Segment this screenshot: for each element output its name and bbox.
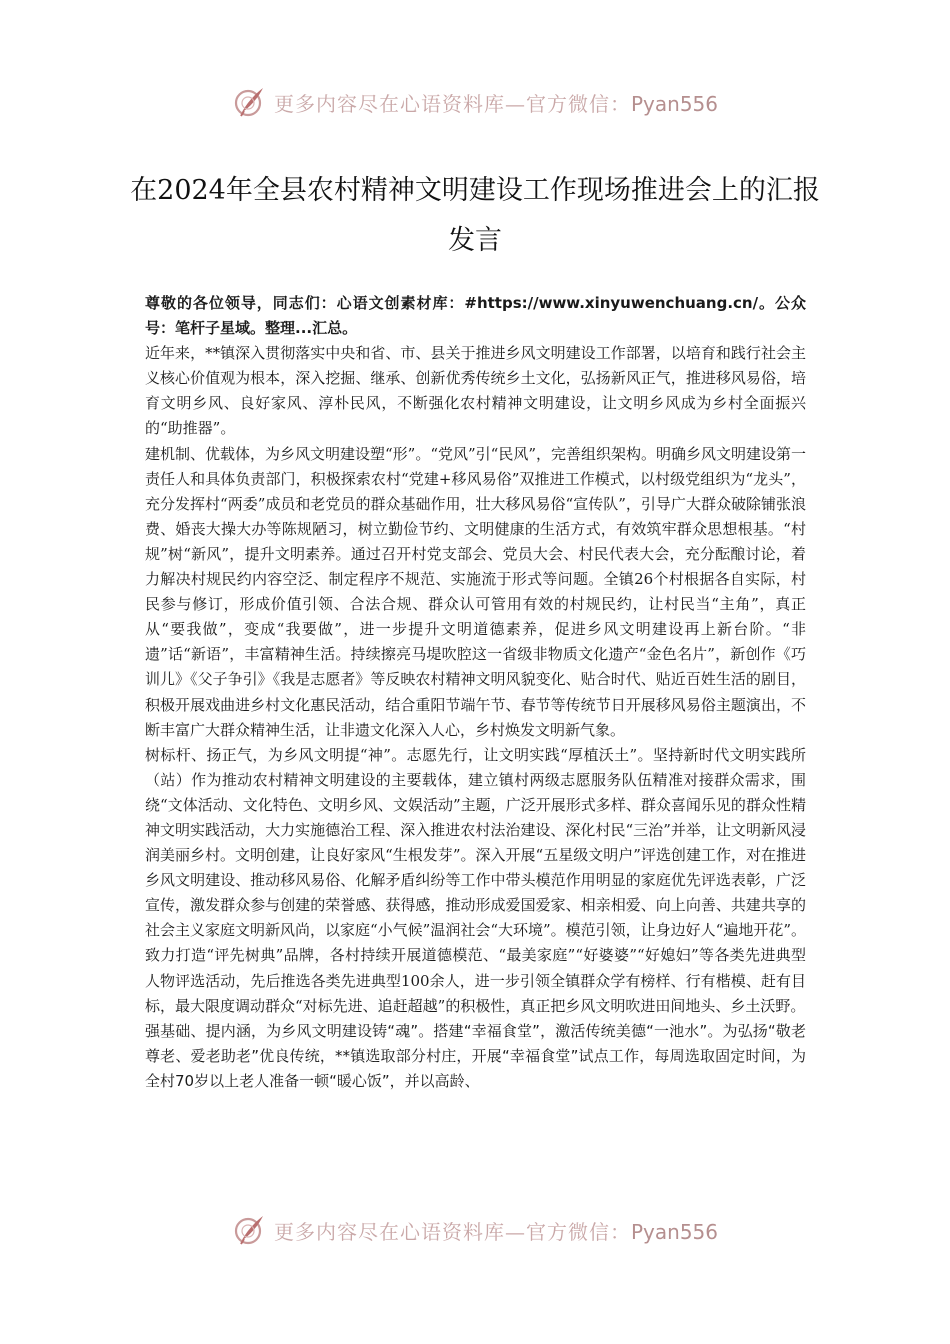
paragraph-role-models: 树标杆、扬正气，为乡风文明提“神”。志愿先行，让文明实践“厚植沃土”。坚持新时代文明实践所（站）作为推动农村精神文明建设的主要载体，建立镇村两级志愿服务队伍精准对接群众需求，围绕“文体活动、文化特色、文明乡风、文娱活动”主题，广泛开展形式多样、群众喜闻乐见的群众性精神文明实践活动，大力实施德治工程、深入推进农村法治建设、深化村民“三治”并举，让文明新风浸润美丽乡村。文明创建，让良好家风“生根发芽”。深入开展“五星级文明户”评选创建工作，对在推进乡风文明建设、推动移风易俗、化解矛盾纠纷等工作中带头模范作用明显的家庭优先评选表彰，广泛宣传，激发群众参与创建的荣誉感、获得感，推动形成爱国爱家、相亲相爱、向上向善、共建共享的社会主义家庭文明新风尚，以家庭“小气候”温润社会“大环境”。模范引领，让身边好人“遍地开花”。致力打造“评先树典”品牌，各村持续开展道德模范、“最美家庭”“好婆婆”“好媳妇”等各类先进典型人物评选活动，先后推选各类先进典型100余人，进一步引领全镇群众学有榜样、行有楷模、赶有目标，最大限度调动群众“对标先进、追赶超越”的积极性，真正把乡风文明吹进田间地头、乡土沃野。 xyxy=(145,745,807,1015)
document-body xyxy=(145,291,806,1094)
paragraph-foundation: 强基础、提内涵，为乡风文明建设铸“魂”。搭建“幸福食堂”，激活传统美德“一池水”。为弘扬“敬老尊老、爱老助老”优良传统，**镇选取部分村庄，开展“幸福食堂”试点工作，每周选取固定时间，为全村70岁以上老人准备一顿“暖心饭”，并以高龄、 xyxy=(145,1021,806,1090)
banner-account: Pyan556 xyxy=(630,91,718,116)
greeting-line: 尊敬的各位领导，同志们：心语文创素材库：#https://www.xinyuwenchuang.cn/。公众号：笔杆子星域。整理...汇总。 xyxy=(145,294,806,338)
document-title: 在2024年全县农村精神文明建设工作现场推进会上的汇报发言 xyxy=(130,175,820,257)
quill-logo-icon xyxy=(232,85,266,119)
banner-inner-bottom xyxy=(232,1213,718,1247)
banner-text xyxy=(274,88,718,117)
banner-label-bottom: 更多内容尽在心语资料库—官方微信： xyxy=(273,1219,631,1244)
bottom-watermark-banner xyxy=(0,1210,950,1250)
banner-label: 更多内容尽在心语资料库—官方微信： xyxy=(273,91,631,116)
banner-account-bottom: Pyan556 xyxy=(630,1219,718,1244)
paragraph-mechanism: 建机制、优载体，为乡风文明建设塑“形”。“党风”引“民风”，完善组织架构。明确乡风文明建设第一责任人和具体负责部门，积极探索农村“党建+移风易俗”双推进工作模式，以村级党组织为“龙头”，充分发挥村“两委”成员和老党员的群众基础作用，壮大移风易俗“宣传队”，引导广大群众破除铺张浪费、婚丧大操大办等陈规陋习，树立勤俭节约、文明健康的生活方式，有效筑牢群众思想根基。“村规”树“新风”，提升文明素养。通过召开村党支部会、党员大会、村民代表大会，充分酝酿讨论，着力解决村规民约内容空泛、制定程序不规范、实施流于形式等问题。全镇26个村根据各自实际，村民参与修订，形成价值引领、合法合规、群众认可管用有效的村规民约，让村民当“主角”，真正从“要我做”，变成“我要做”，进一步提升文明道德素养，促进乡风文明建设再上新台阶。“非遗”话“新语”，丰富精神生活。持续擦亮马堤吹腔这一省级非物质文化遗产“金色名片”，新创作《巧训儿》《父子争引》《我是志愿者》等反映农村精神文明风貌变化、贴合时代、贴近百姓生活的剧目，积极开展戏曲进乡村文化惠民活动，结合重阳节端午节、春节等传统节日开展移风易俗主题演出，不断丰富广大群众精神生活，让非遗文化深入人心，乡村焕发文明新气象。 xyxy=(145,444,807,739)
banner-inner xyxy=(232,85,718,119)
quill-logo-icon xyxy=(232,1213,266,1247)
paragraph-intro: 近年来，**镇深入贯彻落实中央和省、市、县关于推进乡风文明建设工作部署，以培育和践行社会主义核心价值观为根本，深入挖掘、继承、创新优秀传统乡土文化，弘扬新风正气，推进移风易俗，培育文明乡风、良好家风、淳朴民风，不断强化农村精神文明建设，让文明乡风成为乡村全面振兴的“助推器”。 xyxy=(145,344,806,438)
top-watermark-banner xyxy=(0,82,950,122)
banner-text-bottom xyxy=(274,1216,718,1245)
